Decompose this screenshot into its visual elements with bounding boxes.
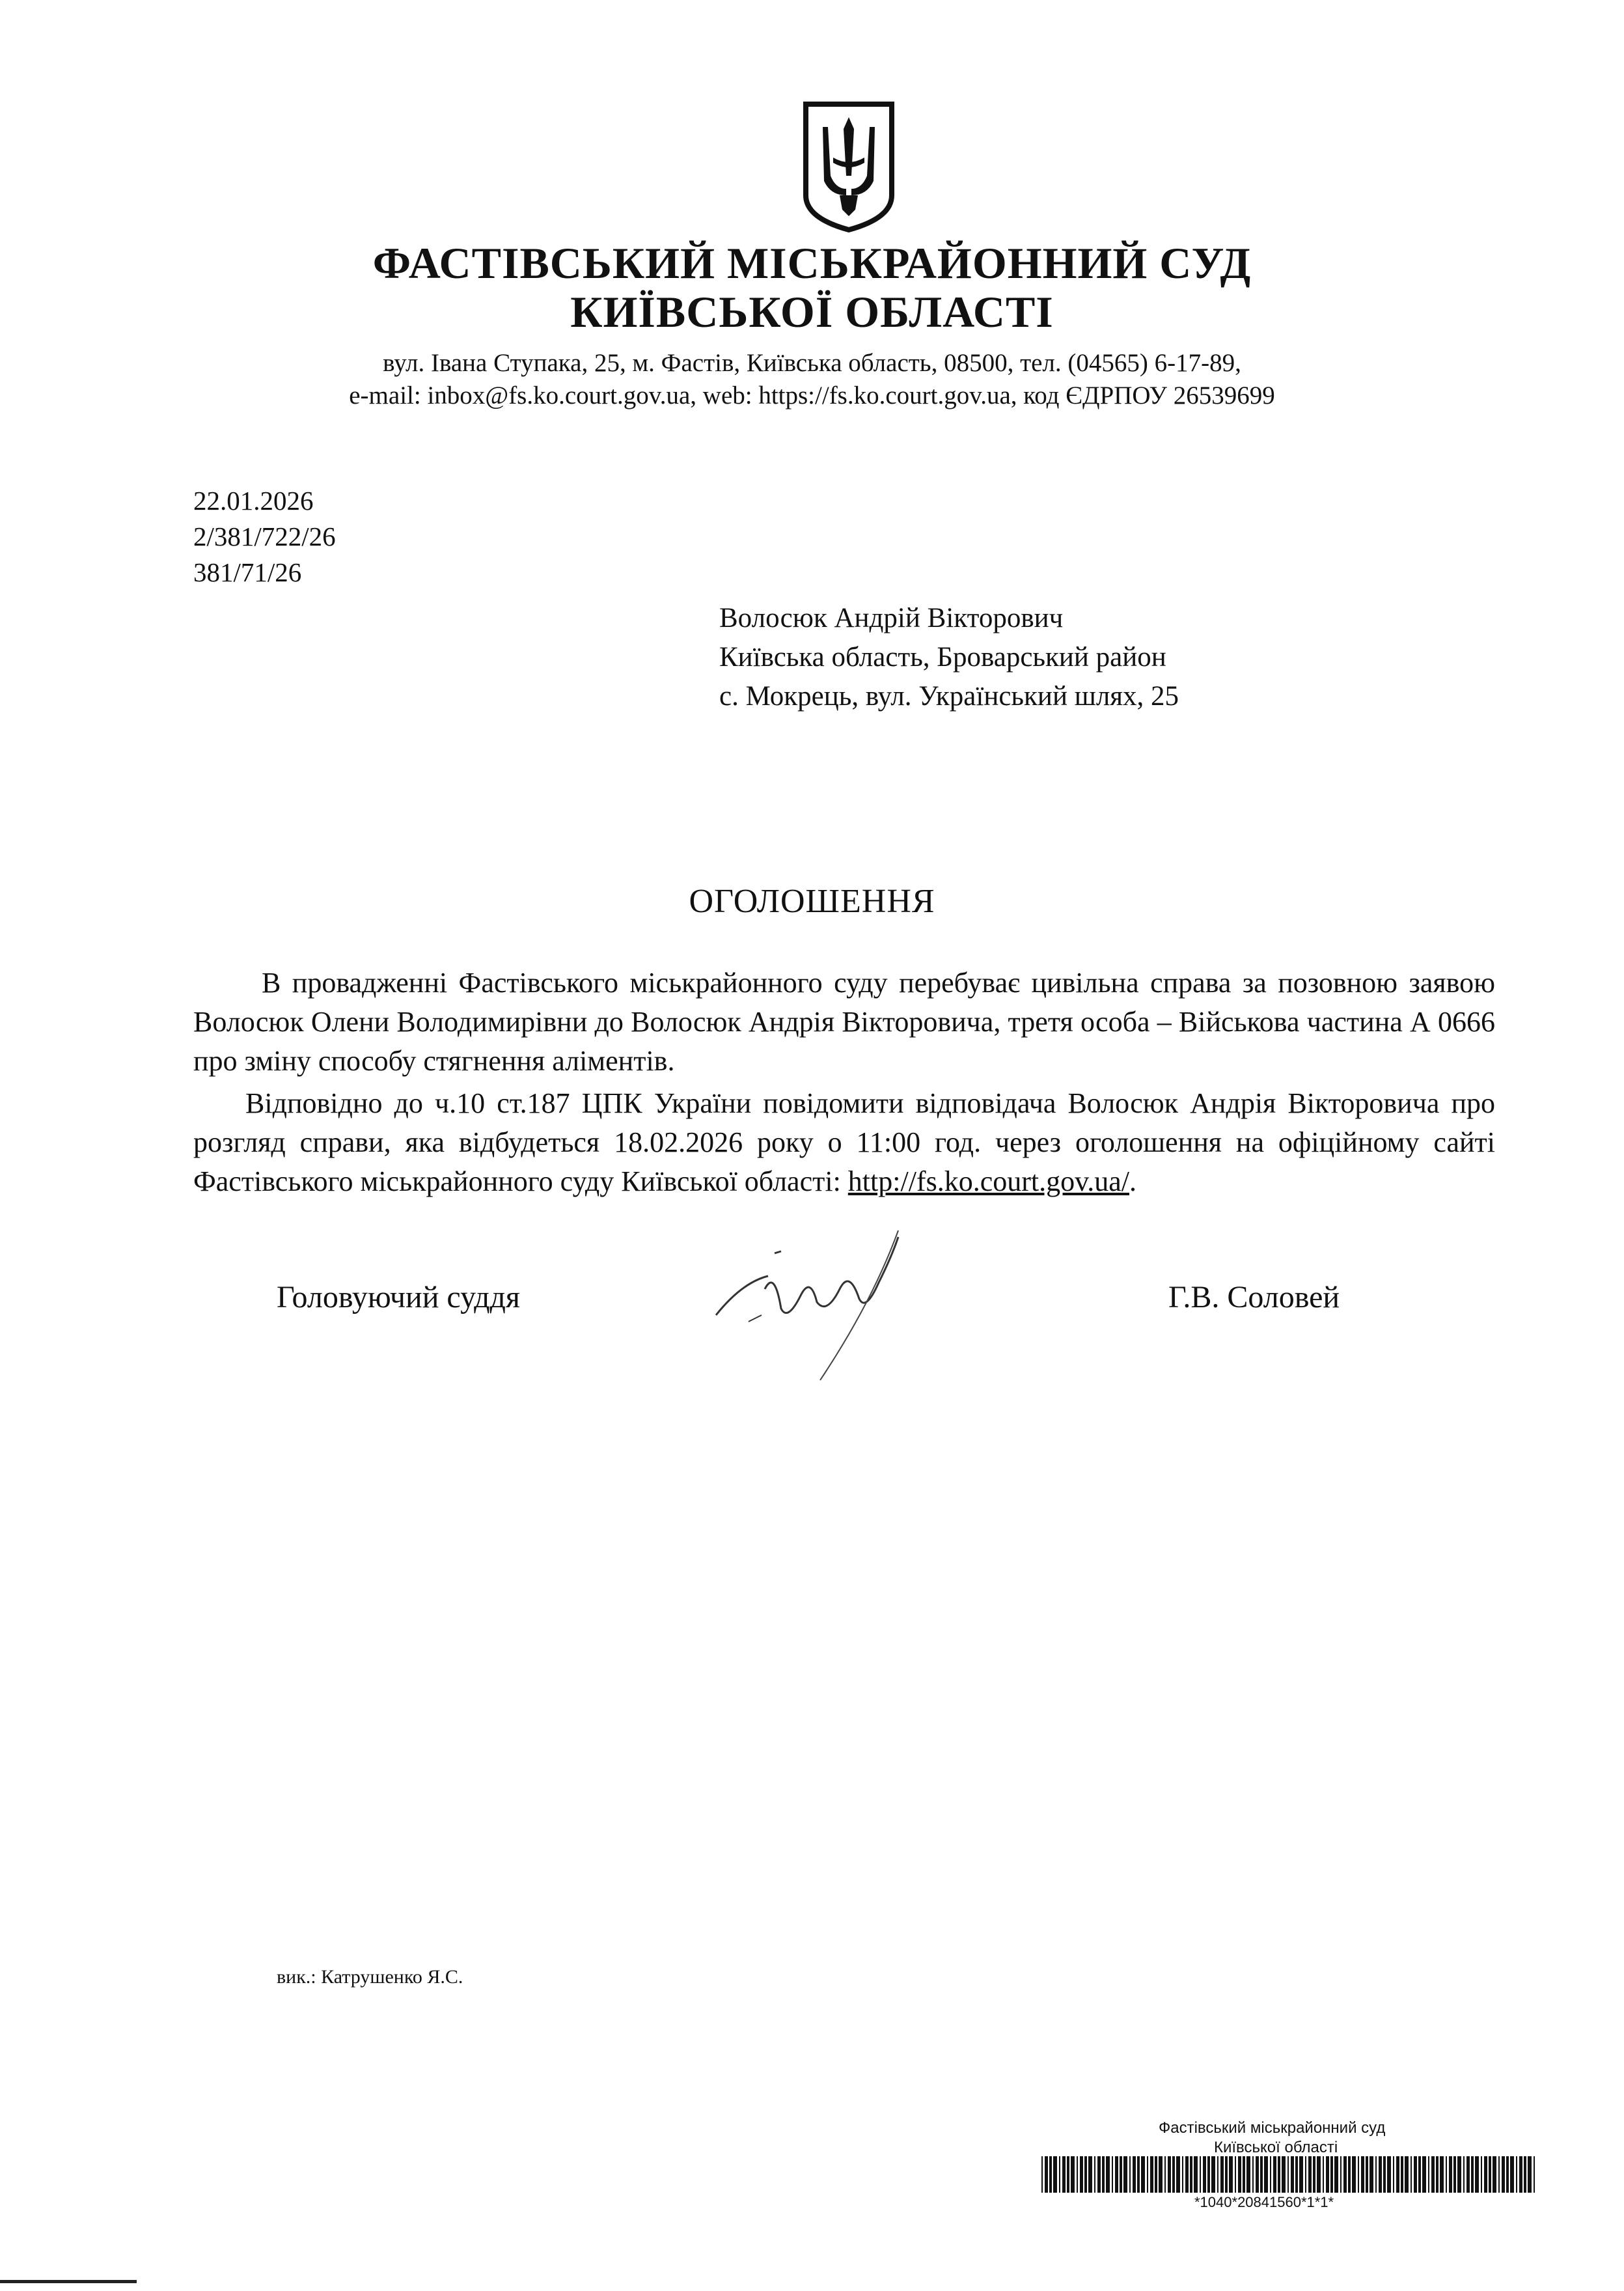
barcode-bar (1200, 2156, 1201, 2193)
trident-coat-of-arms-icon (797, 98, 901, 234)
court-name-line1: ФАСТІВСЬКИЙ МІСЬКРАЙОННИЙ СУД (372, 238, 1252, 288)
barcode-bar (1457, 2156, 1461, 2193)
barcode-bar (1235, 2156, 1236, 2193)
barcode-bar (1446, 2156, 1447, 2193)
barcode-bar (1147, 2156, 1148, 2193)
barcode-bar (1217, 2156, 1218, 2193)
barcode-bar (1375, 2156, 1377, 2193)
barcode-bar (1463, 2156, 1465, 2193)
barcode-bar (1343, 2156, 1347, 2193)
barcode-bar (1475, 2156, 1479, 2193)
barcode-bar (1428, 2156, 1429, 2193)
court-website-link[interactable]: http://fs.ko.court.gov.ua/ (847, 1165, 1129, 1197)
executor-note: вик.: Катрушенко Я.С. (277, 1966, 463, 1988)
proceeding-number: 381/71/26 (193, 557, 302, 587)
barcode-bar (1431, 2156, 1435, 2193)
handwritten-signature (703, 1191, 1041, 1387)
barcode-bar (1502, 2156, 1505, 2193)
barcode-bar (1097, 2156, 1101, 2193)
barcode-bar (1369, 2156, 1373, 2193)
barcode-bar (1150, 2156, 1153, 2193)
barcode-bar (1466, 2156, 1470, 2193)
barcode (1041, 2156, 1536, 2193)
barcode-bar (1102, 2156, 1105, 2193)
barcode-bar (1305, 2156, 1306, 2193)
barcode-bar (1528, 2156, 1532, 2193)
barcode-bar (1524, 2156, 1526, 2193)
barcode-bar (1129, 2156, 1131, 2193)
barcode-bar (1077, 2156, 1078, 2193)
barcode-bar (1225, 2156, 1228, 2193)
barcode-bar (1498, 2156, 1500, 2193)
barcode-bar (1282, 2156, 1286, 2193)
barcode-bar (1176, 2156, 1180, 2193)
barcode-bar (1506, 2156, 1509, 2193)
barcode-bar (1323, 2156, 1324, 2193)
barcode-bar (1489, 2156, 1491, 2193)
barcode-bar (1361, 2156, 1364, 2193)
barcode-bar (1313, 2156, 1315, 2193)
barcode-bar (1396, 2156, 1399, 2193)
addressee-name: Волосюк Андрій Вікторович (719, 603, 1064, 633)
barcode-bar (1260, 2156, 1263, 2193)
barcode-bar (1393, 2156, 1394, 2193)
barcode-bar (1383, 2156, 1386, 2193)
barcode-bar (1493, 2156, 1496, 2193)
barcode-bar (1252, 2156, 1254, 2193)
court-contact-web: e-mail: inbox@fs.ko.court.gov.ua, web: https://fs.ko.court.gov.ua, код ЄДРПОУ 26539699 (349, 382, 1275, 410)
barcode-bar (1481, 2156, 1482, 2193)
barcode-bar (1510, 2156, 1514, 2193)
barcode-bar (1094, 2156, 1095, 2193)
barcode-bar (1411, 2156, 1412, 2193)
barcode-bar (1062, 2156, 1066, 2193)
barcode-bar (1084, 2156, 1087, 2193)
barcode-bar (1049, 2156, 1052, 2193)
barcode-bar (1246, 2156, 1250, 2193)
barcode-bar (1326, 2156, 1329, 2193)
barcode-bar (1308, 2156, 1312, 2193)
barcode-bar (1168, 2156, 1171, 2193)
barcode-bar (1164, 2156, 1166, 2193)
barcode-bar (1278, 2156, 1280, 2193)
court-contact-address: вул. Івана Ступака, 25, м. Фастів, Київська область, 08500, тел. (04565) 6-17-89, (383, 349, 1241, 377)
barcode-bar (1317, 2156, 1321, 2193)
barcode-bar (1194, 2156, 1198, 2193)
barcode-bar (1270, 2156, 1271, 2193)
barcode-bar (1414, 2156, 1417, 2193)
barcode-bar (1141, 2156, 1145, 2193)
barcode-bar (1471, 2156, 1474, 2193)
barcode-bar (1273, 2156, 1276, 2193)
case-number: 2/381/722/26 (193, 521, 336, 551)
barcode-bar (1516, 2156, 1517, 2193)
barcode-bar (1190, 2156, 1192, 2193)
addressee-region: Київська область, Броварський район (719, 642, 1166, 673)
barcode-bar (1211, 2156, 1215, 2193)
barcode-bar (1238, 2156, 1241, 2193)
barcode-bar (1120, 2156, 1122, 2193)
barcode-bar (1295, 2156, 1298, 2193)
barcode-bar (1045, 2156, 1048, 2193)
document-title: ОГОЛОШЕННЯ (689, 883, 935, 920)
signer-name: Г.В. Соловей (1168, 1280, 1340, 1314)
barcode-bar (1358, 2156, 1359, 2193)
barcode-bar (1299, 2156, 1303, 2193)
paragraph-2-text: Відповідно до ч.10 ст.187 ЦПК України повідомити відповідача Волосюк Андрія Вікторовича про розгляд справи, яка відбудеться 18.02.2026 року о 11:00 год. через оголошення на офіційному сайті Фастівського міськрайонного суду Київської області: (193, 1087, 1495, 1197)
barcode-bar (1172, 2156, 1175, 2193)
barcode-bar (1348, 2156, 1351, 2193)
announcement-paragraph-1: В провадженні Фастівського міськрайонного суду перебуває цивільна справа за позовною заявою Волосюк Олени Володимирівни до Волосюк Андрія Вікторовича, третя особа – Військова частина А 0666 про зміну способу стягнення аліментів. (193, 967, 1495, 1077)
barcode-bar (1330, 2156, 1333, 2193)
barcode-bar (1137, 2156, 1140, 2193)
barcode-bar (1155, 2156, 1157, 2193)
barcode-bar (1449, 2156, 1452, 2193)
barcode-bar (1112, 2156, 1113, 2193)
barcode-bar (1182, 2156, 1183, 2193)
barcode-bar (1115, 2156, 1118, 2193)
barcode-bar (1453, 2156, 1456, 2193)
barcode-bar (1229, 2156, 1233, 2193)
barcode-bar (1053, 2156, 1057, 2193)
barcode-bar (1123, 2156, 1127, 2193)
barcode-bar (1340, 2156, 1342, 2193)
addressee-street: с. Мокрець, вул. Український шлях, 25 (719, 681, 1179, 712)
barcode-bar (1159, 2156, 1163, 2193)
barcode-bar (1379, 2156, 1382, 2193)
barcode-bar (1352, 2156, 1356, 2193)
barcode-bar (1484, 2156, 1487, 2193)
announcement-paragraph-2 (193, 1084, 1495, 1201)
barcode-bar (1256, 2156, 1259, 2193)
barcode-bar (1405, 2156, 1409, 2193)
barcode-bar (1106, 2156, 1110, 2193)
barcode-bar (1264, 2156, 1268, 2193)
document-date: 22.01.2026 (193, 486, 314, 516)
stamp-court-region: Київської області (1214, 2139, 1338, 2156)
barcode-bar (1203, 2156, 1206, 2193)
barcode-bar (1133, 2156, 1136, 2193)
barcode-bar (1334, 2156, 1338, 2193)
barcode-bar (1418, 2156, 1421, 2193)
paragraph-2-end: . (1129, 1165, 1136, 1197)
barcode-bar (1041, 2156, 1043, 2193)
barcode-bar (1185, 2156, 1189, 2193)
barcode-bar (1243, 2156, 1245, 2193)
barcode-bar (1287, 2156, 1289, 2193)
barcode-bar (1059, 2156, 1060, 2193)
signer-role: Головуючий суддя (277, 1280, 520, 1314)
barcode-bar (1366, 2156, 1368, 2193)
barcode-bar (1519, 2156, 1522, 2193)
scan-edge-mark (0, 2280, 137, 2283)
stamp-court-name: Фастівський міськрайонний суд (1159, 2119, 1386, 2137)
barcode-bar (1534, 2156, 1535, 2193)
barcode-bar (1436, 2156, 1438, 2193)
barcode-bar (1080, 2156, 1083, 2193)
barcode-bar (1071, 2156, 1075, 2193)
barcode-bar (1401, 2156, 1403, 2193)
barcode-bar (1220, 2156, 1224, 2193)
barcode-bar (1422, 2156, 1426, 2193)
barcode-bar (1291, 2156, 1294, 2193)
barcode-text: *1040*20841560*1*1* (1194, 2194, 1334, 2210)
barcode-bar (1440, 2156, 1444, 2193)
court-name-line2: КИЇВСЬКОЇ ОБЛАСТІ (570, 287, 1054, 337)
barcode-bar (1067, 2156, 1069, 2193)
barcode-bar (1387, 2156, 1391, 2193)
barcode-bar (1207, 2156, 1210, 2193)
barcode-bar (1088, 2156, 1092, 2193)
